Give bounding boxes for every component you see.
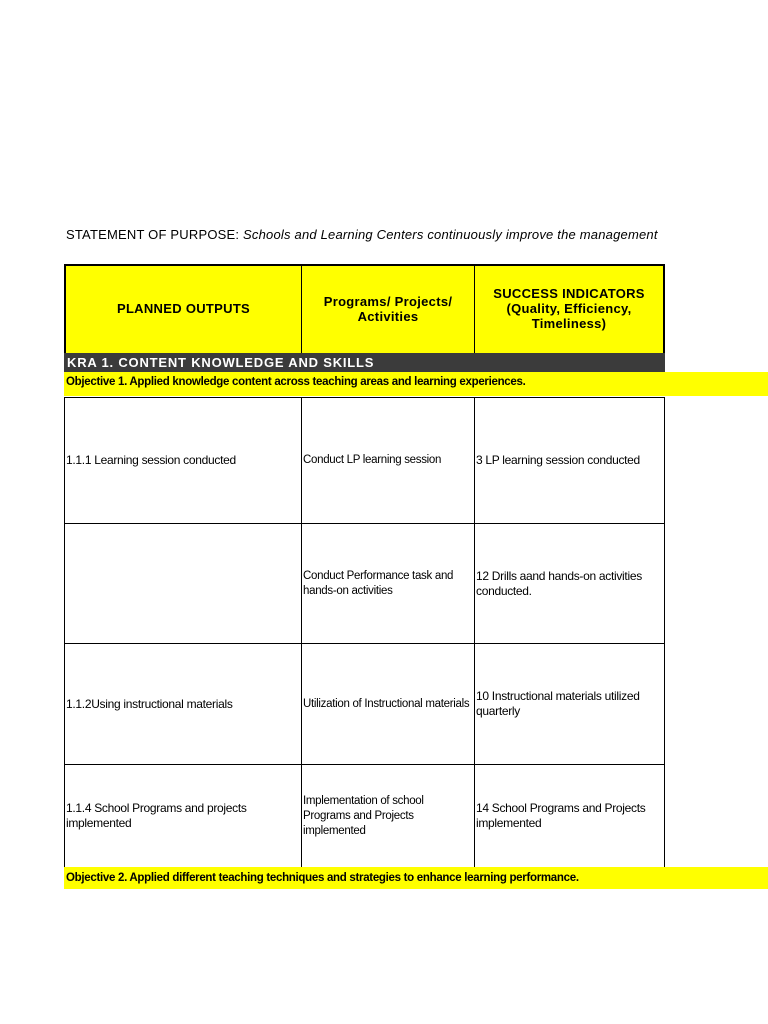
- table-row: [64, 523, 665, 644]
- statement-label: STATEMENT OF PURPOSE:: [66, 227, 240, 242]
- table-row: [64, 764, 665, 868]
- cell-divider: [301, 524, 302, 643]
- cell-divider: [301, 765, 302, 867]
- activity-cell: Implementation of school Programs and Projects implemented: [303, 794, 424, 837]
- indicator-cell: 3 LP learning session conducted: [476, 453, 640, 467]
- header-divider: [301, 264, 302, 353]
- table-row: [64, 397, 665, 524]
- header-divider: [474, 264, 475, 353]
- header-programs-projects-activities: Programs/ Projects/ Activities: [302, 264, 474, 353]
- planned-output-cell: [66, 524, 300, 643]
- cell-divider: [301, 398, 302, 523]
- planned-output-cell: 1.1.1 Learning session conducted: [66, 453, 236, 467]
- planned-output-cell: 1.1.2Using instructional materials: [66, 696, 233, 711]
- indicator-cell: 14 School Programs and Projects implemented: [476, 801, 646, 830]
- table-row: [64, 643, 665, 765]
- objective-2: Objective 2. Applied different teaching techniques and strategies to enhance learning performance.: [64, 867, 768, 889]
- activity-cell: Conduct Performance task and hands-on activities: [303, 569, 454, 597]
- indicator-cell: 12 Drills aand hands-on activities conducted.: [476, 568, 642, 598]
- indicator-cell: 10 Instructional materials utilized quarterly: [476, 689, 640, 718]
- statement-of-purpose: [66, 227, 664, 245]
- cell-divider: [474, 524, 475, 643]
- planned-output-cell: 1.1.4 School Programs and projects implemented: [66, 801, 247, 830]
- cell-divider: [301, 644, 302, 764]
- header-planned-outputs: PLANNED OUTPUTS: [66, 264, 301, 353]
- activity-cell: Conduct LP learning session: [303, 454, 442, 466]
- kra-heading: KRA 1. CONTENT KNOWLEDGE AND SKILLS: [64, 353, 665, 372]
- cell-divider: [474, 644, 475, 764]
- objective-1: Objective 1. Applied knowledge content across teaching areas and learning experiences.: [64, 372, 768, 396]
- activity-cell: Utilization of Instructional materials: [303, 697, 470, 710]
- statement-text: Schools and Learning Centers continuously improve the management: [243, 227, 658, 242]
- cell-divider: [474, 398, 475, 523]
- header-success-indicators: SUCCESS INDICATORS (Quality, Efficiency, Timeliness): [475, 264, 663, 353]
- cell-divider: [474, 765, 475, 867]
